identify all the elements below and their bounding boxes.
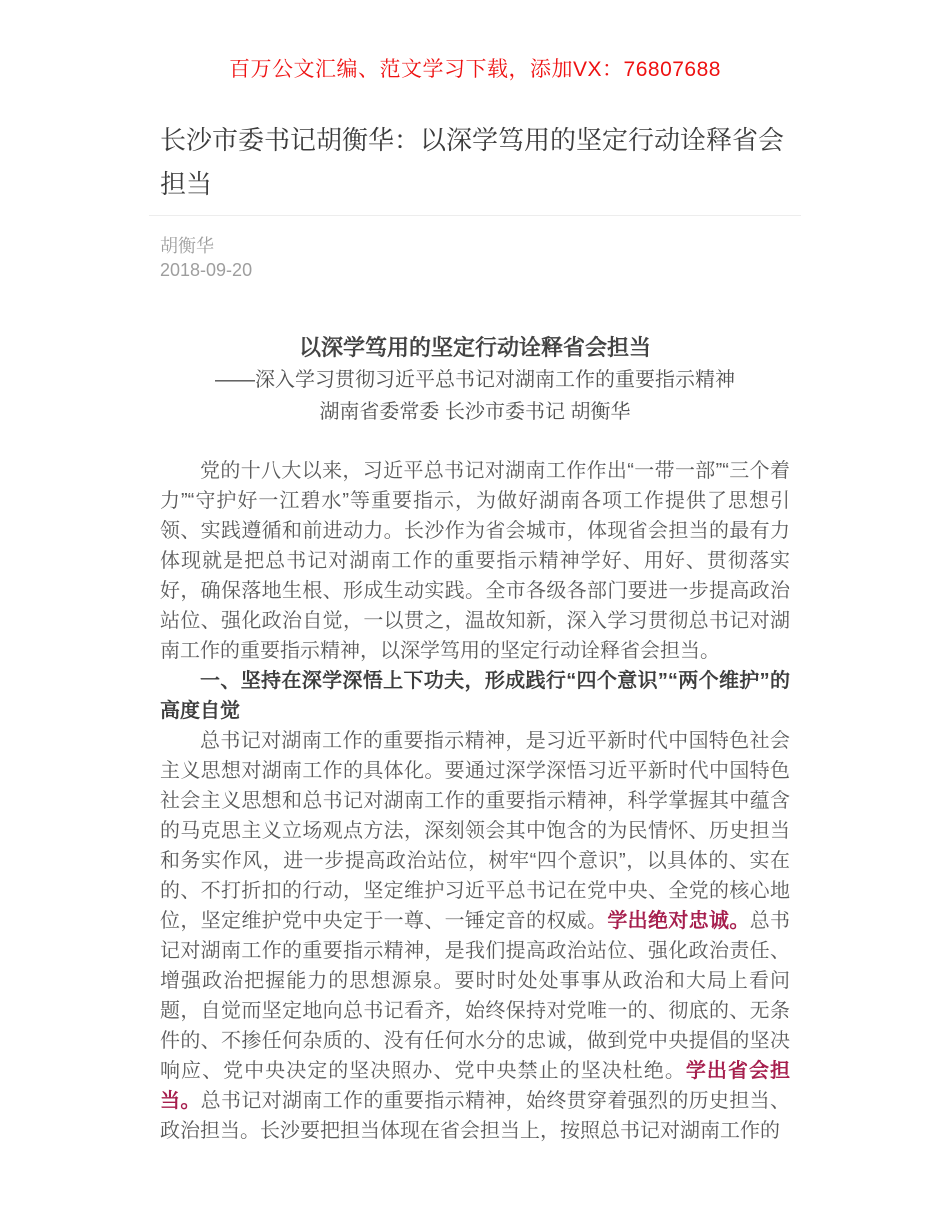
paragraph	[160, 456, 790, 666]
author-name: 胡衡华	[160, 236, 214, 256]
article-body	[160, 456, 790, 1146]
page-title: 长沙市委书记胡衡华：以深学笃用的坚定行动诠释省会担当	[160, 125, 785, 199]
body-text: 总书记对湖南工作的重要指示精神，始终贯穿着强烈的历史担当、政治担当。长沙要把担当体现在省会担当上，按照总书记对湖南工作的	[160, 1090, 791, 1142]
paragraph	[160, 726, 790, 1146]
section-heading	[160, 666, 790, 726]
article-meta	[160, 234, 790, 282]
article-heading: 以深学笃用的坚定行动诠释省会担当	[298, 335, 651, 360]
body-text: 一、坚持在深学深悟上下功夫，形成践行“四个意识”“两个维护”的高度自觉	[160, 670, 790, 722]
promo-banner-text: 百万公文汇编、范文学习下载，添加VX：76807688	[229, 58, 721, 81]
article-subheading: ——深入学习贯彻习近平总书记对湖南工作的重要指示精神	[215, 369, 735, 391]
accent-phrase: 学出绝对忠诚。	[607, 910, 750, 932]
body-text: 总书记对湖南工作的重要指示精神，是我们提高政治站位、强化政治责任、增强政治把握能力的思想源泉。要时时处处事事从政治和大局上看问题，自觉而坚定地向总书记看齐，始终保持对党唯一的、彻底的、无条件的、不掺任何杂质的、没有任何水分的忠诚，做到党中央提倡的坚决响应、党中央决定的坚决照办、党中央禁止的坚决杜绝。	[160, 910, 791, 1082]
accent-phrase: 学出省会担当。	[160, 1060, 791, 1112]
body-text: 党的十八大以来，习近平总书记对湖南工作作出“一带一部”“三个着力”“守护好一江碧水”等重要指示，为做好湖南各项工作提供了思想引领、实践遵循和前进动力。长沙作为省会城市，体现省会担当的最有力体现就是把总书记对湖南工作的重要指示精神学好、用好、贯彻落实好，确保落地生根、形成生动实践。全市各级各部门要进一步提高政治站位、强化政治自觉，一以贯之，温故知新，深入学习贯彻总书记对湖南工作的重要指示精神，以深学笃用的坚定行动诠释省会担当。	[160, 460, 790, 662]
article-container	[149, 118, 801, 1146]
title-divider	[149, 215, 801, 216]
publish-date: 2018-09-20	[160, 260, 253, 280]
article-byline: 湖南省委常委 长沙市委书记 胡衡华	[319, 401, 631, 423]
article-header	[160, 332, 790, 428]
body-text: 总书记对湖南工作的重要指示精神，是习近平新时代中国特色社会主义思想对湖南工作的具体化。要通过深学深悟习近平新时代中国特色社会主义思想和总书记对湖南工作的重要指示精神，科学掌握其中蕴含的马克思主义立场观点方法，深刻领会其中饱含的为民情怀、历史担当和务实作风，进一步提高政治站位，树牢“四个意识”，以具体的、实在的、不打折扣的行动，坚定维护习近平总书记在党中央、全党的核心地位，坚定维护党中央定于一尊、一锤定音的权威。	[160, 730, 790, 932]
